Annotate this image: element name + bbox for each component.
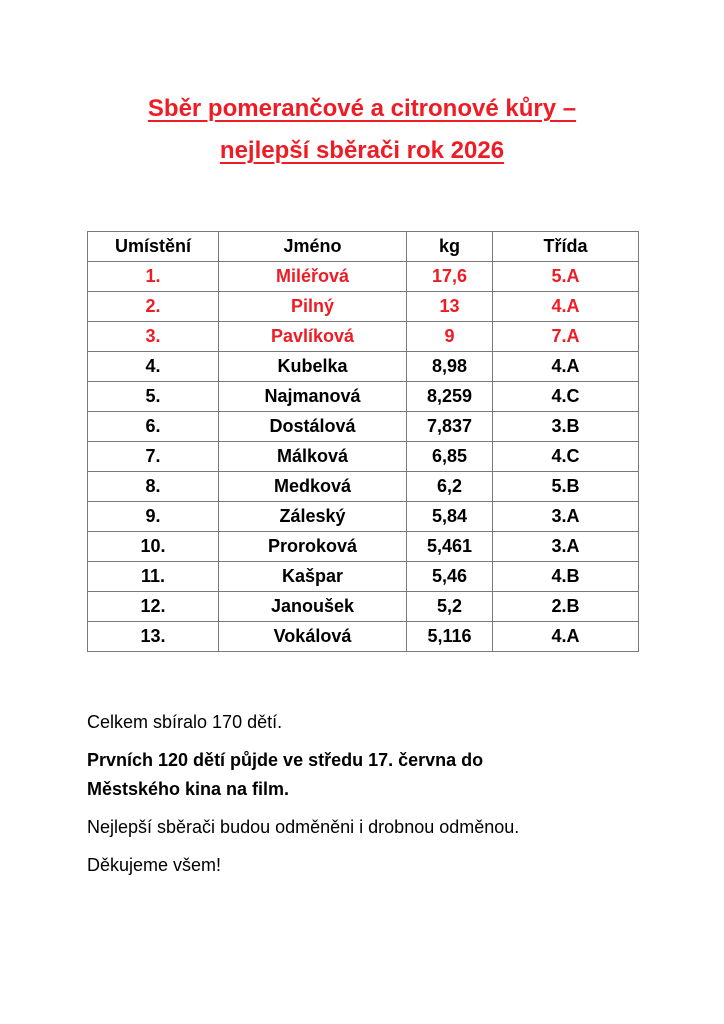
thanks-note: Děkujeme všem! (87, 855, 222, 875)
page-title (0, 88, 724, 172)
column-header-class: Třída (493, 232, 639, 262)
cell-class: 4.A (493, 352, 639, 382)
best-collectors-note: Nejlepší sběrači budou odměněni i drobnou odměnou. (87, 817, 520, 837)
cell-class: 2.B (493, 592, 639, 622)
cell-name: Proroková (219, 532, 407, 562)
cell-name: Janoušek (219, 592, 407, 622)
cell-name: Kašpar (219, 562, 407, 592)
table-row (88, 292, 639, 322)
results-table (87, 231, 639, 652)
column-header-kg: kg (407, 232, 493, 262)
column-header-rank: Umístění (88, 232, 219, 262)
total-children-note: Celkem sbíralo 170 dětí. (87, 712, 283, 732)
cell-class: 3.A (493, 502, 639, 532)
reward-note-line-2: Městského kina na film. (87, 779, 290, 799)
table-row (88, 412, 639, 442)
table-row (88, 352, 639, 382)
cell-class: 7.A (493, 322, 639, 352)
cell-kg: 5,2 (407, 592, 493, 622)
cell-class: 4.C (493, 442, 639, 472)
cell-class: 3.B (493, 412, 639, 442)
table-row (88, 532, 639, 562)
cell-name: Dostálová (219, 412, 407, 442)
cell-rank: 6. (88, 412, 219, 442)
cell-name: Málková (219, 442, 407, 472)
cell-kg: 8,98 (407, 352, 493, 382)
title-line-2: nejlepší sběrači rok 2026 (219, 137, 505, 164)
cell-rank: 11. (88, 562, 219, 592)
table-row (88, 322, 639, 352)
cell-class: 4.A (493, 292, 639, 322)
table-row (88, 472, 639, 502)
cell-name: Najmanová (219, 382, 407, 412)
cell-class: 5.B (493, 472, 639, 502)
notes-section (87, 708, 647, 889)
table-row (88, 442, 639, 472)
table-header-row (88, 232, 639, 262)
title-line-1: Sběr pomerančové a citronové kůry – (147, 95, 577, 122)
table-row (88, 262, 639, 292)
cell-kg: 8,259 (407, 382, 493, 412)
cell-name: Miléřová (219, 262, 407, 292)
cell-rank: 8. (88, 472, 219, 502)
cell-rank: 5. (88, 382, 219, 412)
cell-kg: 5,116 (407, 622, 493, 652)
table-row (88, 592, 639, 622)
cell-kg: 6,85 (407, 442, 493, 472)
cell-kg: 6,2 (407, 472, 493, 502)
cell-class: 4.C (493, 382, 639, 412)
cell-name: Pavlíková (219, 322, 407, 352)
cell-kg: 5,84 (407, 502, 493, 532)
results-table-body (88, 262, 639, 652)
cell-rank: 4. (88, 352, 219, 382)
cell-name: Záleský (219, 502, 407, 532)
cell-class: 3.A (493, 532, 639, 562)
cell-name: Vokálová (219, 622, 407, 652)
cell-kg: 17,6 (407, 262, 493, 292)
table-row (88, 502, 639, 532)
cell-rank: 10. (88, 532, 219, 562)
cell-rank: 1. (88, 262, 219, 292)
table-row (88, 382, 639, 412)
cell-rank: 9. (88, 502, 219, 532)
cell-name: Pilný (219, 292, 407, 322)
reward-note (87, 746, 647, 804)
cell-class: 4.B (493, 562, 639, 592)
column-header-name: Jméno (219, 232, 407, 262)
cell-kg: 7,837 (407, 412, 493, 442)
cell-name: Kubelka (219, 352, 407, 382)
cell-class: 4.A (493, 622, 639, 652)
reward-note-line-1: Prvních 120 dětí půjde ve středu 17. června do (87, 750, 484, 770)
cell-name: Medková (219, 472, 407, 502)
table-row (88, 622, 639, 652)
cell-rank: 7. (88, 442, 219, 472)
cell-rank: 2. (88, 292, 219, 322)
cell-rank: 13. (88, 622, 219, 652)
cell-kg: 5,46 (407, 562, 493, 592)
cell-kg: 5,461 (407, 532, 493, 562)
cell-class: 5.A (493, 262, 639, 292)
cell-rank: 12. (88, 592, 219, 622)
cell-kg: 13 (407, 292, 493, 322)
table-row (88, 562, 639, 592)
cell-rank: 3. (88, 322, 219, 352)
cell-kg: 9 (407, 322, 493, 352)
